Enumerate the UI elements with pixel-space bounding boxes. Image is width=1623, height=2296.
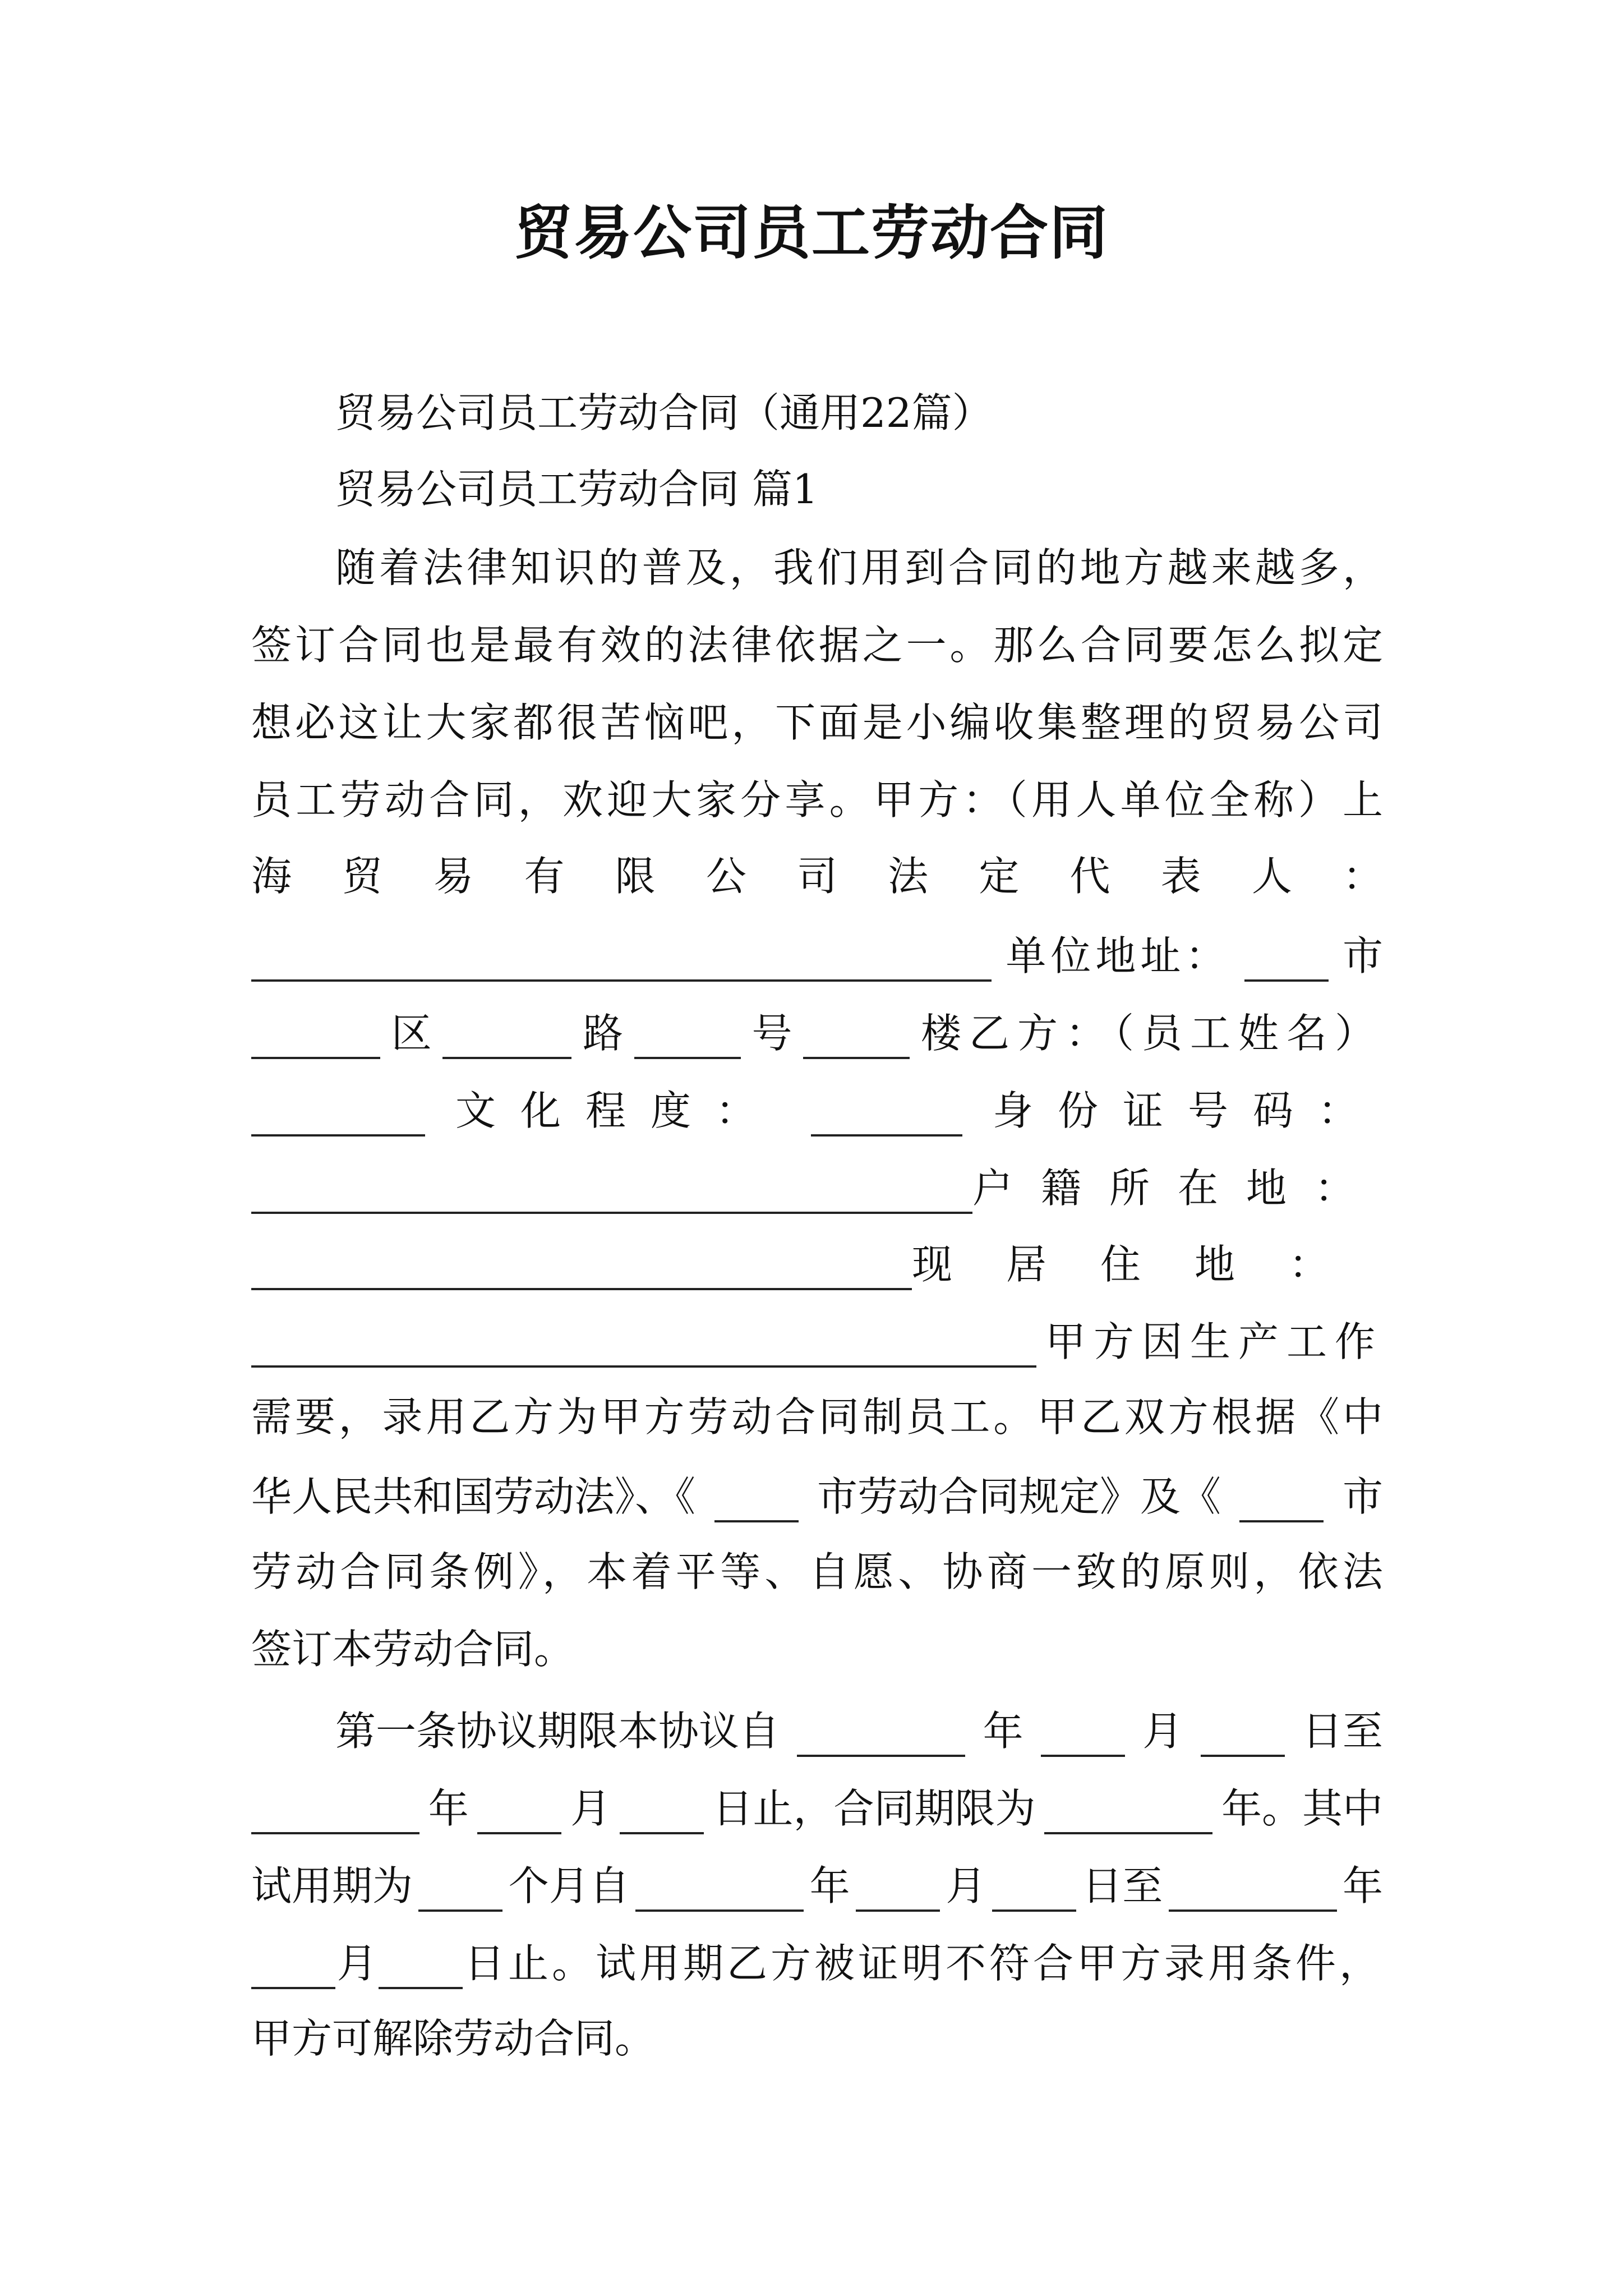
form-row-probation xyxy=(251,1856,1383,1912)
address-label: 单位地址： xyxy=(1006,932,1230,979)
year-label: 年 xyxy=(809,1862,850,1910)
section-heading: 贸易公司员工劳动合同 篇1 xyxy=(335,466,818,513)
document-title: 贸易公司员工劳动合同 xyxy=(514,198,1109,267)
paragraph-line: 海贸易有限公司法定代表人： xyxy=(251,853,1383,900)
form-row-household xyxy=(251,1158,1383,1214)
district-label: 区 xyxy=(391,1010,432,1057)
blank-field-months xyxy=(418,1864,502,1912)
form-row-law xyxy=(251,1466,1383,1522)
form-row-district xyxy=(251,1003,1383,1059)
blank-field-day xyxy=(379,1941,463,1989)
form-row-residence xyxy=(251,1234,1383,1290)
blank-field-city xyxy=(1244,933,1329,982)
year-label: 年 xyxy=(1342,1862,1383,1910)
year-label: 年 xyxy=(428,1785,469,1832)
blank-field-day xyxy=(620,1786,704,1834)
blank-field-year xyxy=(635,1864,804,1912)
blank-field-month xyxy=(856,1864,940,1912)
article-one-label: 第一条协议期限本协议自 xyxy=(335,1708,780,1755)
blank-field-day xyxy=(992,1864,1076,1912)
blank-field-month xyxy=(251,1941,335,1989)
paragraph-line: 劳动合同条例》，本着平等、自愿、协商一致的原则，依法 xyxy=(251,1548,1383,1595)
blank-field-building xyxy=(803,1011,910,1059)
residence-label: 现居住地： xyxy=(911,1241,1383,1288)
blank-field-road xyxy=(442,1011,571,1059)
blank-field-month xyxy=(477,1786,561,1834)
month-label: 月 xyxy=(946,1862,986,1910)
id-number-label: 身份证号码： xyxy=(992,1087,1383,1134)
paragraph-line: 想必这让大家都很苦恼吧，下面是小编收集整理的贸易公司 xyxy=(251,699,1383,746)
city-label: 市 xyxy=(1342,932,1383,979)
paragraph-fragment: 个月自 xyxy=(508,1862,630,1910)
month-label: 月 xyxy=(1142,1708,1183,1755)
blank-field-legal-rep xyxy=(251,933,992,982)
month-label: 月 xyxy=(336,1940,377,1987)
blank-field-education xyxy=(811,1088,962,1137)
form-row-term-end xyxy=(251,1778,1383,1834)
blank-field-month xyxy=(1041,1709,1125,1757)
paragraph-fragment: 日止，合同期限为 xyxy=(712,1785,1036,1832)
paragraph-fragment: 日止。试用期乙方被证明不符合甲方录用条件， xyxy=(464,1940,1383,1987)
blank-field-year xyxy=(1169,1864,1337,1912)
form-row-term-start xyxy=(335,1701,1383,1757)
day-label: 日至 xyxy=(1302,1708,1383,1755)
paragraph-line: 员工劳动合同，欢迎大家分享。甲方：（用人单位全称）上 xyxy=(251,776,1383,823)
paragraph-fragment: 华人民共和国劳动法》、《 xyxy=(251,1473,696,1520)
number-label: 号 xyxy=(751,1010,792,1057)
blank-field-residence xyxy=(251,1319,1036,1368)
paragraph-fragment: 甲方因生产工作 xyxy=(1045,1318,1383,1365)
form-row-work xyxy=(251,1312,1383,1368)
blank-field-household xyxy=(251,1242,912,1290)
blank-field-city xyxy=(1239,1474,1324,1522)
party-b-label: 楼乙方：（员工姓名） xyxy=(920,1010,1383,1057)
blank-field-district xyxy=(251,1011,380,1059)
day-label: 日至 xyxy=(1082,1862,1163,1910)
road-label: 路 xyxy=(583,1010,624,1057)
paragraph-line: 签订合同也是最有效的法律依据之一。那么合同要怎么拟定 xyxy=(251,622,1383,669)
form-row-education xyxy=(251,1080,1383,1137)
education-label: 文化程度： xyxy=(455,1087,781,1134)
blank-field-year xyxy=(797,1709,965,1757)
blank-field-year xyxy=(251,1786,419,1834)
paragraph-line: 签订本劳动合同。 xyxy=(251,1626,575,1673)
subtitle-line: 贸易公司员工劳动合同（通用22篇） xyxy=(335,389,993,436)
form-row-address xyxy=(251,926,1383,982)
blank-field-id-number xyxy=(251,1166,972,1214)
blank-field-term-years xyxy=(1044,1786,1212,1834)
paragraph-fragment: 市劳动合同规定》及《 xyxy=(817,1473,1221,1520)
paragraph-line: 甲方可解除劳动合同。 xyxy=(251,2015,656,2062)
paragraph-fragment: 市 xyxy=(1342,1473,1383,1520)
blank-field-day xyxy=(1201,1709,1285,1757)
form-row-probation-end xyxy=(251,1933,1383,1989)
year-label: 年 xyxy=(983,1708,1023,1755)
blank-field-name xyxy=(251,1088,425,1137)
paragraph-line: 随着法律知识的普及，我们用到合同的地方越来越多， xyxy=(335,544,1383,591)
blank-field-number xyxy=(634,1011,741,1059)
blank-field-city xyxy=(714,1474,799,1522)
household-label: 户籍所在地： xyxy=(972,1165,1383,1212)
probation-label: 试用期为 xyxy=(251,1862,413,1910)
paragraph-line: 需要，录用乙方为甲方劳动合同制员工。甲乙双方根据《中 xyxy=(251,1393,1383,1441)
month-label: 月 xyxy=(570,1785,611,1832)
paragraph-fragment: 年。其中 xyxy=(1221,1785,1383,1832)
